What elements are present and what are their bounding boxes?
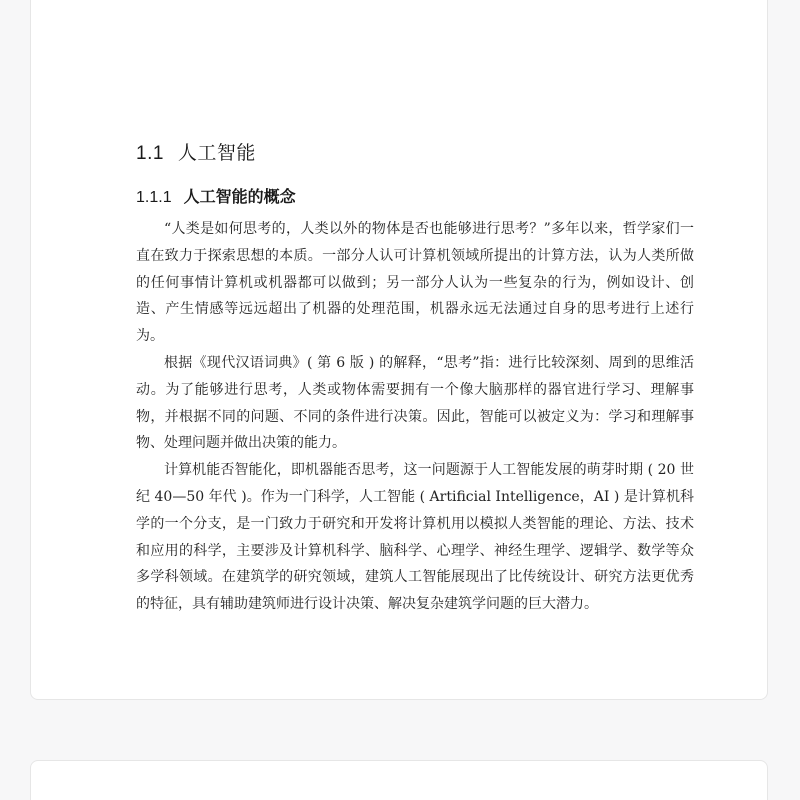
subsection-title: 人工智能的概念 xyxy=(183,189,296,206)
subsection-heading xyxy=(136,184,296,207)
body-text xyxy=(136,216,694,618)
paragraph: “人类是如何思考的，人类以外的物体是否也能够进行思考？”多年以来，哲学家们一直在致力于探索思想的本质。一部分人认可计算机领域所提出的计算方法，认为人类所做的任何事情计算机或机器都可以做到；另一部分人认为一些复杂的行为，例如设计、创造、产生情感等远远超出了机器的处理范围，机器永远无法通过自身的思考进行上述行为。 xyxy=(136,221,694,345)
subsection-number: 1.1.1 xyxy=(136,189,172,206)
next-document-page xyxy=(30,760,768,800)
section-heading xyxy=(136,138,256,165)
section-title: 人工智能 xyxy=(177,143,256,164)
paragraph: 计算机能否智能化，即机器能否思考，这一问题源于人工智能发展的萌芽时期 ( 20 世纪 40—50 年代 )。作为一门科学，人工智能 ( Artificial Intelligence，AI ) 是计算机科学的一个分支，是一门致力于研究和开发将计算机用以模拟人类智能的理论、方法、技术和应用的科学，主要涉及计算机科学、脑科学、心理学、神经生理学、逻辑学、数学等众多学科领域。在建筑学的研究领域，建筑人工智能展现出了比传统设计、研究方法更优秀的特征，具有辅助建筑师进行设计决策、解决复杂建筑学问题的巨大潜力。 xyxy=(136,462,694,613)
document-page xyxy=(30,0,768,700)
paragraph: 根据《现代汉语词典》( 第 6 版 ) 的解释，“思考”指：进行比较深刻、周到的思维活动。为了能够进行思考，人类或物体需要拥有一个像大脑那样的器官进行学习、理解事物，并根据不同的问题、不同的条件进行决策。因此，智能可以被定义为：学习和理解事物、处理问题并做出决策的能力。 xyxy=(136,354,694,452)
section-number: 1.1 xyxy=(136,143,164,164)
